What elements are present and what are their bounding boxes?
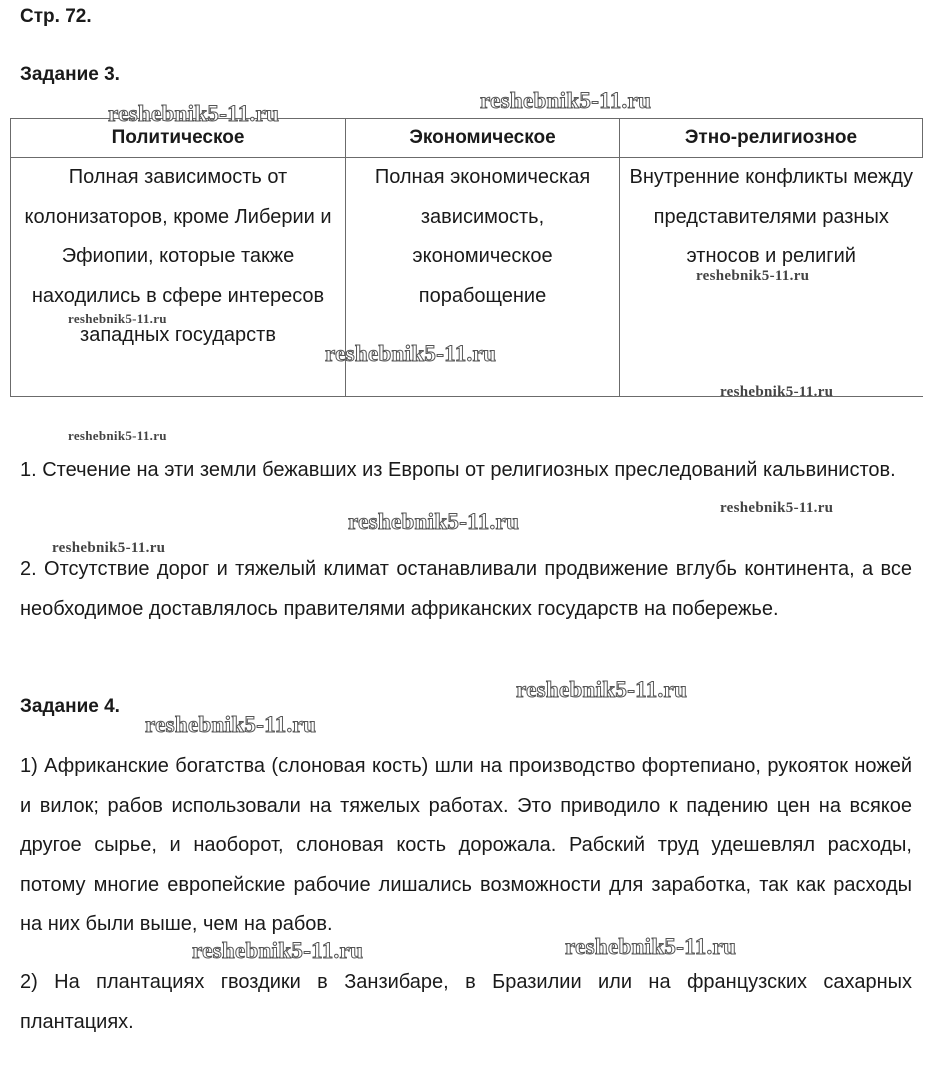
consequences-table [10, 118, 923, 397]
task-4-answer-2: 2) На плантациях гвоздики в Занзибаре, в Бразилии или на французских сахарных плантациях. [20, 971, 912, 1033]
watermark: reshebnik5-11.ru [68, 428, 167, 443]
watermark: reshebnik5-11.ru [348, 509, 520, 534]
header-economic: Экономическое [346, 119, 620, 158]
task-4-answer-1: 1) Африканские богатства (слоновая кость) шли на производство фортепиано, рукояток ножей и вилок; рабов использовали на тяжелых работах. Это приводило к падению цен на всякое другое сырье, и наоборот, слоновая кость дорожала. Рабский труд удешевлял расходы, потому многие европейские рабочие лишались возможности для заработка, так как расходы на них были выше, чем на рабов. [20, 755, 912, 935]
watermark: reshebnik5-11.ru [52, 540, 166, 556]
cell-economic: Полная экономическая зависимость, экономическое порабощение [346, 158, 620, 397]
header-ethno-religious: Этно-религиозное [620, 119, 923, 158]
watermark: reshebnik5-11.ru [720, 384, 834, 400]
watermark: reshebnik5-11.ru [565, 934, 737, 959]
watermark: reshebnik5-11.ru [720, 500, 834, 516]
watermark: reshebnik5-11.ru [516, 677, 688, 702]
watermark: reshebnik5-11.ru [192, 938, 364, 963]
watermark: reshebnik5-11.ru [108, 101, 280, 126]
header-political: Политическое [11, 119, 346, 158]
watermark: reshebnik5-11.ru [325, 341, 497, 366]
watermark: reshebnik5-11.ru [480, 88, 652, 113]
watermark: reshebnik5-11.ru [696, 268, 810, 284]
task-3-heading: Задание 3. [20, 64, 120, 85]
page-label: Стр. 72. [20, 6, 92, 27]
cell-political: Полная зависимость от колонизаторов, кроме Либерии и Эфиопии, которые также находились в сфере интересов западных государств [11, 158, 346, 397]
cell-ethno-religious: Внутренние конфликты между представителями разных этносов и религий [620, 158, 923, 397]
task-3-answer-1: 1. Стечение на эти земли бежавших из Европы от религиозных преследований кальвинистов. [20, 459, 896, 481]
watermark: reshebnik5-11.ru [145, 712, 317, 737]
watermark: reshebnik5-11.ru [68, 311, 167, 326]
task-4-heading: Задание 4. [20, 696, 120, 717]
table-header-row [11, 119, 923, 158]
table-row [11, 158, 923, 397]
task-3-answer-2: 2. Отсутствие дорог и тяжелый климат останавливали продвижение вглубь континента, а все необходимое доставлялось правителями африканских государств на побережье. [20, 558, 912, 620]
